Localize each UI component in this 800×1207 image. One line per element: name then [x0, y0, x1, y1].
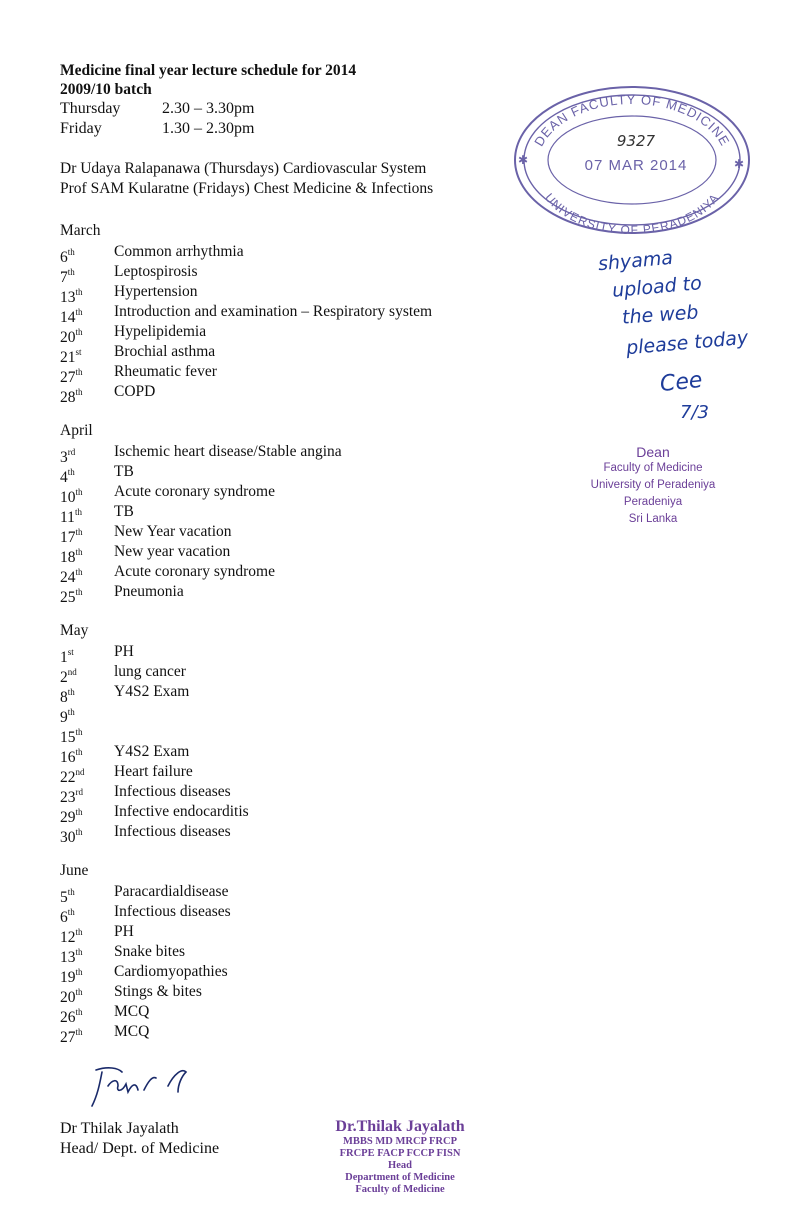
date-number: 26: [60, 1009, 76, 1026]
document-title: Medicine final year lecture schedule for 2014: [60, 62, 357, 79]
date-number: 6: [60, 909, 68, 926]
date-number: 18: [60, 549, 76, 566]
date-suffix: th: [75, 367, 83, 377]
date-suffix: th: [75, 807, 83, 817]
date-suffix: th: [75, 1027, 83, 1037]
date-number: 29: [60, 809, 76, 826]
lecture-subject: MCQ: [114, 1003, 150, 1020]
lecture-subject: Introduction and examination – Respiratory system: [114, 303, 433, 320]
time-value-friday: 1.30 – 2.30pm: [162, 120, 255, 137]
date-number: 23: [60, 789, 76, 806]
date-number: 21: [60, 349, 76, 366]
seal-line: MBBS MD MRCP FRCP: [342, 1136, 458, 1147]
date-number: 3: [60, 449, 68, 466]
time-day-friday: Friday: [60, 120, 102, 137]
date-suffix: nd: [75, 767, 85, 777]
seal-line: FRCPE FACP FCCP FISN: [339, 1148, 461, 1159]
date-suffix: st: [67, 647, 74, 657]
handwritten-date: 7/3: [680, 402, 709, 423]
lecture-date: [60, 1022, 112, 1048]
lecture-subject: Infective endocarditis: [114, 803, 249, 820]
handwritten-note-line-1: shyama: [597, 246, 674, 276]
stamp-star-icon: ✱: [518, 153, 529, 167]
date-suffix: rd: [67, 447, 76, 457]
date-number: 2: [60, 669, 68, 686]
date-suffix: th: [75, 987, 83, 997]
lecture-subject: TB: [114, 463, 134, 480]
date-suffix: th: [67, 467, 75, 477]
batch-label: 2009/10 batch: [60, 81, 152, 98]
seal-name: Dr.Thilak Jayalath: [335, 1118, 465, 1135]
month-heading: April: [60, 422, 93, 439]
month-heading: June: [60, 862, 89, 879]
date-suffix: th: [74, 507, 82, 517]
date-suffix: th: [75, 567, 83, 577]
date-suffix: st: [75, 347, 82, 357]
seal-line: Department of Medicine: [345, 1172, 455, 1183]
lecture-subject: Y4S2 Exam: [114, 683, 190, 700]
date-suffix: th: [75, 387, 83, 397]
lecture-date: [60, 382, 112, 408]
dean-address-line: University of Peradeniya: [590, 479, 716, 491]
lecture-subject: lung cancer: [114, 663, 186, 680]
dean-title: Dean: [636, 444, 670, 460]
lecture-subject: PH: [114, 923, 134, 940]
lecture-subject: Hypelipidemia: [114, 323, 207, 340]
lecture-subject: MCQ: [114, 1023, 150, 1040]
handwritten-initial: Cee: [658, 367, 704, 398]
lecture-subject: Infectious diseases: [114, 823, 231, 840]
date-suffix: th: [67, 247, 75, 257]
date-suffix: th: [67, 267, 75, 277]
stamp-top-text: DEAN FACULTY OF MEDICINE: [531, 92, 733, 149]
date-suffix: th: [75, 307, 83, 317]
stamp-date: 07 MAR 2014: [584, 157, 688, 174]
date-number: 20: [60, 329, 76, 346]
signatory-position: Head/ Dept. of Medicine: [60, 1140, 220, 1157]
stamp-number: 9327: [616, 132, 656, 150]
lecture-subject: Y4S2 Exam: [114, 743, 190, 760]
date-number: 6: [60, 249, 68, 266]
time-day-thursday: Thursday: [60, 100, 121, 117]
date-number: 8: [60, 689, 68, 706]
date-number: 24: [60, 569, 76, 586]
date-suffix: rd: [75, 787, 83, 797]
date-suffix: th: [67, 907, 75, 917]
date-number: 20: [60, 989, 76, 1006]
seal-line: Head: [388, 1160, 412, 1171]
date-number: 14: [60, 309, 76, 326]
date-suffix: th: [67, 687, 75, 697]
lecture-date: [60, 822, 112, 848]
lecture-subject: Infectious diseases: [114, 903, 231, 920]
dean-address-stamp: [560, 444, 746, 528]
date-suffix: th: [75, 587, 83, 597]
lecture-subject: New year vacation: [114, 543, 231, 560]
lecture-subject: Common arrhythmia: [114, 243, 244, 260]
lecture-subject: PH: [114, 643, 134, 660]
lecture-subject: TB: [114, 503, 134, 520]
lecture-subject: New Year vacation: [114, 523, 232, 540]
date-suffix: th: [75, 287, 83, 297]
lecturer-line-2: Prof SAM Kularatne (Fridays) Chest Medicine & Infections: [60, 180, 434, 197]
dean-address-line: Faculty of Medicine: [603, 462, 703, 474]
lecture-subject: Stings & bites: [114, 983, 202, 1000]
date-suffix: th: [67, 887, 75, 897]
date-number: 27: [60, 1029, 76, 1046]
date-number: 11: [60, 509, 75, 526]
dean-address-line: Sri Lanka: [628, 513, 678, 525]
time-value-thursday: 2.30 – 3.30pm: [162, 100, 255, 117]
lecture-subject: Brochial asthma: [114, 343, 216, 360]
date-suffix: th: [75, 527, 83, 537]
dean-office-stamp: [508, 82, 754, 240]
lecture-subject: Paracardialdisease: [114, 883, 229, 900]
date-suffix: th: [75, 947, 83, 957]
date-suffix: th: [75, 727, 83, 737]
date-number: 7: [60, 269, 68, 286]
date-number: 17: [60, 529, 76, 546]
date-number: 15: [60, 729, 76, 746]
official-seal: [325, 1118, 475, 1196]
lecture-subject: Snake bites: [114, 943, 186, 960]
date-suffix: th: [75, 967, 83, 977]
lecture-subject: COPD: [114, 383, 156, 400]
stamp-star-icon: ✱: [734, 157, 745, 171]
date-number: 10: [60, 489, 76, 506]
dean-address-line: Peradeniya: [623, 496, 683, 508]
signatory-name: Dr Thilak Jayalath: [60, 1120, 179, 1137]
date-number: 5: [60, 889, 68, 906]
date-suffix: th: [75, 747, 83, 757]
lecture-subject: Ischemic heart disease/Stable angina: [114, 443, 342, 460]
date-number: 13: [60, 949, 76, 966]
lecture-subject: Hypertension: [114, 283, 198, 300]
lecture-subject: Acute coronary syndrome: [114, 483, 275, 500]
date-suffix: th: [75, 327, 83, 337]
date-suffix: th: [75, 827, 83, 837]
handwritten-note-line-4: please today: [625, 326, 750, 360]
date-number: 22: [60, 769, 76, 786]
lecture-subject: Leptospirosis: [114, 263, 198, 280]
lecture-subject: Heart failure: [114, 763, 193, 780]
lecture-subject: Infectious diseases: [114, 783, 231, 800]
month-heading: May: [60, 622, 89, 639]
date-suffix: th: [75, 487, 83, 497]
date-number: 30: [60, 829, 76, 846]
handwritten-note-line-3: the web: [621, 301, 700, 329]
seal-line: Faculty of Medicine: [355, 1184, 445, 1195]
date-number: 4: [60, 469, 68, 486]
date-suffix: th: [75, 1007, 83, 1017]
stamp-bottom-text: UNIVERSITY OF PERADENIYA: [542, 190, 722, 238]
date-number: 9: [60, 709, 68, 726]
date-suffix: th: [67, 707, 75, 717]
date-number: 12: [60, 929, 76, 946]
lecture-date: [60, 582, 112, 608]
month-heading: March: [60, 222, 101, 239]
handwritten-signature: [78, 1062, 208, 1114]
lecture-subject: Acute coronary syndrome: [114, 563, 275, 580]
date-number: 1: [60, 649, 68, 666]
date-number: 28: [60, 389, 76, 406]
date-number: 13: [60, 289, 76, 306]
lecture-subject: Pneumonia: [114, 583, 184, 600]
lecture-subject: Cardiomyopathies: [114, 963, 228, 980]
lecture-subject: Rheumatic fever: [114, 363, 217, 380]
date-number: 16: [60, 749, 76, 766]
date-suffix: th: [75, 927, 83, 937]
date-number: 25: [60, 589, 76, 606]
date-number: 19: [60, 969, 76, 986]
date-suffix: th: [75, 547, 83, 557]
lecturer-line-1: Dr Udaya Ralapanawa (Thursdays) Cardiovascular System: [60, 160, 427, 177]
date-number: 27: [60, 369, 76, 386]
handwritten-note-line-2: upload to: [611, 272, 703, 302]
date-suffix: nd: [67, 667, 77, 677]
